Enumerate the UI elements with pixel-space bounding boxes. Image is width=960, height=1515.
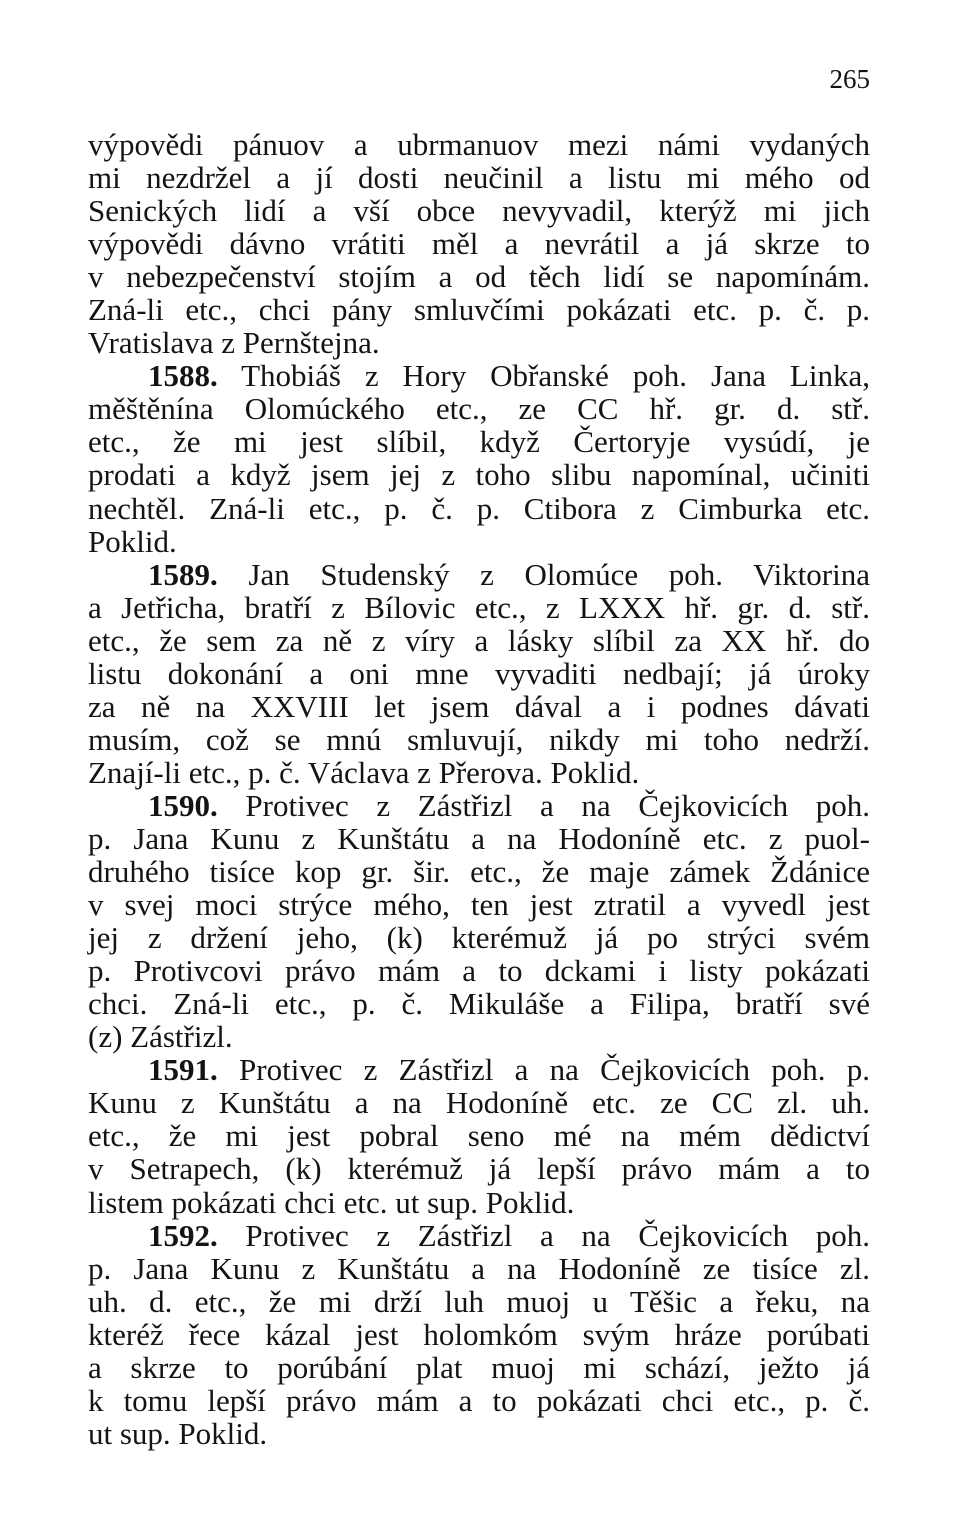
line-text: kteréž řece kázal jest holomkóm svým hráze porúbati <box>88 1316 870 1352</box>
text-line <box>88 260 870 293</box>
line-text: etc., že sem za ně z víry a lásky slíbil za XX hř. do <box>88 622 870 658</box>
text-line <box>88 1351 870 1384</box>
line-text: druhého tisíce kop gr. šir. etc., že maje zámek Ždánice <box>88 854 870 890</box>
entry-number: 1588. <box>148 358 218 394</box>
line-text: chci. Zná-li etc., p. č. Mikuláše a Filipa, bratří své <box>88 986 870 1022</box>
text-line <box>88 392 870 425</box>
line-text: Poklid. <box>88 523 177 559</box>
line-text: Zná-li etc., chci pány smluvčími pokázati etc. p. č. p. <box>88 292 870 328</box>
entry-number: 1589. <box>148 556 218 592</box>
line-text: k tomu lepší právo mám a to pokázati chci etc., p. č. <box>88 1382 870 1418</box>
text-line <box>88 657 870 690</box>
text-line <box>88 425 870 458</box>
line-text: listu dokonání a oni mne vyvaditi nedbají; já úroky <box>88 655 870 691</box>
text-line <box>88 326 870 359</box>
text-line <box>88 227 870 260</box>
text-line <box>88 1384 870 1417</box>
line-text: v Setrapech, (k) kterémuž já lepší právo mám a to <box>88 1151 870 1187</box>
line-text: v svej moci strýce mého, ten jest ztratil a vyvedl jest <box>88 887 870 923</box>
line-text: Znají-li etc., p. č. Václava z Přerova. Poklid. <box>88 754 640 790</box>
page-number: 265 <box>829 64 870 94</box>
entry-number: 1592. <box>148 1217 218 1253</box>
line-text: Thobiáš z Hory Obřanské poh. Jana Linka, <box>241 358 870 394</box>
entry-first-line <box>88 1053 870 1086</box>
text-line <box>88 888 870 921</box>
text-line <box>88 1318 870 1351</box>
line-text: Vratislava z Pernštejna. <box>88 325 380 361</box>
text-line <box>88 822 870 855</box>
text-line <box>88 1252 870 1285</box>
line-text: výpovědi pánuov a ubrmanuov mezi námi vydaných <box>88 127 870 162</box>
text-line <box>88 624 870 657</box>
text-line <box>88 723 870 756</box>
entry-first-line <box>88 1219 870 1252</box>
line-text: a skrze to porúbání plat muoj mi schází, ježto já <box>88 1349 870 1385</box>
line-text: výpovědi dávno vrátiti měl a nevrátil a já skrze to <box>88 226 870 262</box>
text-line <box>88 1086 870 1119</box>
text-line <box>88 1285 870 1318</box>
line-text: Protivec z Zástřizl a na Čejkovicích poh. p. <box>239 1052 871 1088</box>
line-text: jej z držení jeho, (k) kterémuž já po strýci svém <box>88 920 870 956</box>
line-text: p. Protivcovi právo mám a to dckami i listy pokázati <box>88 953 870 989</box>
line-text: prodati a když jsem jej z toho slibu napomínal, učiniti <box>88 457 870 493</box>
text-line <box>88 855 870 888</box>
line-text: Jan Studenský z Olomúce poh. Viktorina <box>248 556 871 592</box>
text-line <box>88 128 870 161</box>
line-text: mi nezdržel a jí dosti neučinil a listu mi mého od <box>88 160 870 196</box>
line-text: v nebezpečenství stojím a od těch lidí se napomínám. <box>88 259 870 295</box>
text-line <box>88 293 870 326</box>
line-text: za ně na XXVIII let jsem dával a i podnes dávati <box>88 688 870 724</box>
text-line <box>88 194 870 227</box>
text-line <box>88 1020 870 1053</box>
entry-first-line <box>88 558 870 591</box>
text-line <box>88 1417 870 1450</box>
text-line <box>88 954 870 987</box>
line-text: etc., že mi jest pobral seno mé na mém dědictví <box>88 1118 870 1154</box>
entry-number: 1591. <box>148 1052 218 1088</box>
line-text: p. Jana Kunu z Kunštátu a na Hodoníně etc. z puol- <box>88 820 870 856</box>
line-text: nechtěl. Zná-li etc., p. č. p. Ctibora z Cimburka etc. <box>88 490 870 526</box>
text-line <box>88 1186 870 1219</box>
text-line <box>88 525 870 558</box>
entry-first-line <box>88 359 870 392</box>
text-line <box>88 161 870 194</box>
entry-number: 1590. <box>148 787 218 823</box>
line-text: Protivec z Zástřizl a na Čejkovicích poh. <box>245 1217 871 1253</box>
text-line <box>88 458 870 491</box>
line-text: listem pokázati chci etc. ut sup. Poklid. <box>88 1184 575 1220</box>
text-line <box>88 987 870 1020</box>
line-text: ut sup. Poklid. <box>88 1415 268 1451</box>
line-text: (z) Zástřizl. <box>88 1019 233 1055</box>
entry-first-line <box>88 789 870 822</box>
line-text: měštěnína Olomúckého etc., ze CC hř. gr. d. stř. <box>88 391 870 427</box>
line-text: Kunu z Kunštátu a na Hodoníně etc. ze CC zl. uh. <box>88 1085 870 1121</box>
body-text <box>88 128 870 1450</box>
text-line <box>88 1152 870 1185</box>
line-text: uh. d. etc., že mi drží luh muoj u Těšic a řeku, na <box>88 1283 870 1319</box>
text-line <box>88 921 870 954</box>
line-text: Senických lidí a vší obce nevyvadil, kterýž mi jich <box>88 193 870 229</box>
line-text: etc., že mi jest slíbil, když Čertoryje vysúdí, je <box>88 424 870 460</box>
text-line <box>88 591 870 624</box>
text-line <box>88 1119 870 1152</box>
line-text: musím, což se mnú smluvují, nikdy mi toho nedrží. <box>88 721 870 757</box>
text-line <box>88 492 870 525</box>
text-line <box>88 756 870 789</box>
line-text: a Jetřicha, bratří z Bílovic etc., z LXXX hř. gr. d. stř. <box>88 589 870 625</box>
line-text: Protivec z Zástřizl a na Čejkovicích poh. <box>245 787 871 823</box>
line-text: p. Jana Kunu z Kunštátu a na Hodoníně ze tisíce zl. <box>88 1250 870 1286</box>
text-line <box>88 690 870 723</box>
